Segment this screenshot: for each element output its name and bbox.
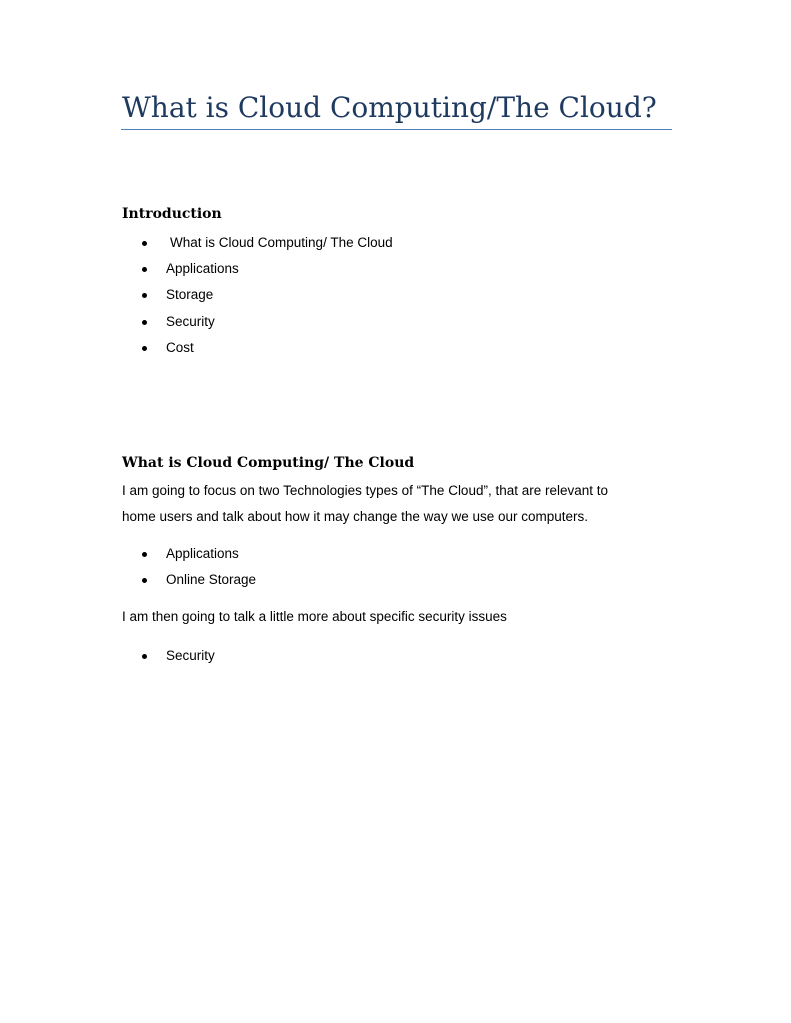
list-item-text: Security (166, 313, 215, 329)
list-item-text: Storage (166, 287, 214, 303)
bullet-icon (142, 654, 147, 659)
document-title: What is Cloud Computing/The Cloud? (122, 91, 657, 124)
paragraph-line: I am going to focus on two Technologies types of “The Cloud”, that are relevant to (122, 483, 609, 498)
list-item-text: Applications (166, 546, 239, 561)
bullet-icon (142, 578, 147, 583)
bullet-icon (142, 552, 147, 557)
list-item-text: Security (166, 648, 215, 663)
title-underline (121, 129, 672, 130)
bullet-icon (142, 241, 147, 246)
bullet-icon (142, 293, 147, 298)
introduction-heading: Introduction (122, 206, 222, 222)
list-item-text: Applications (166, 261, 239, 277)
list-item-text: Cost (166, 339, 194, 355)
paragraph-line: home users and talk about how it may change the way we use our computers. (122, 509, 589, 524)
section-heading: What is Cloud Computing/ The Cloud (122, 455, 415, 471)
bullet-icon (142, 320, 147, 325)
bullet-icon (142, 267, 147, 272)
list-item-text: Online Storage (166, 572, 257, 588)
paragraph: I am then going to talk a little more about specific security issues (122, 609, 507, 624)
bullet-icon (142, 346, 147, 351)
list-item-text: What is Cloud Computing/ The Cloud (170, 235, 393, 250)
